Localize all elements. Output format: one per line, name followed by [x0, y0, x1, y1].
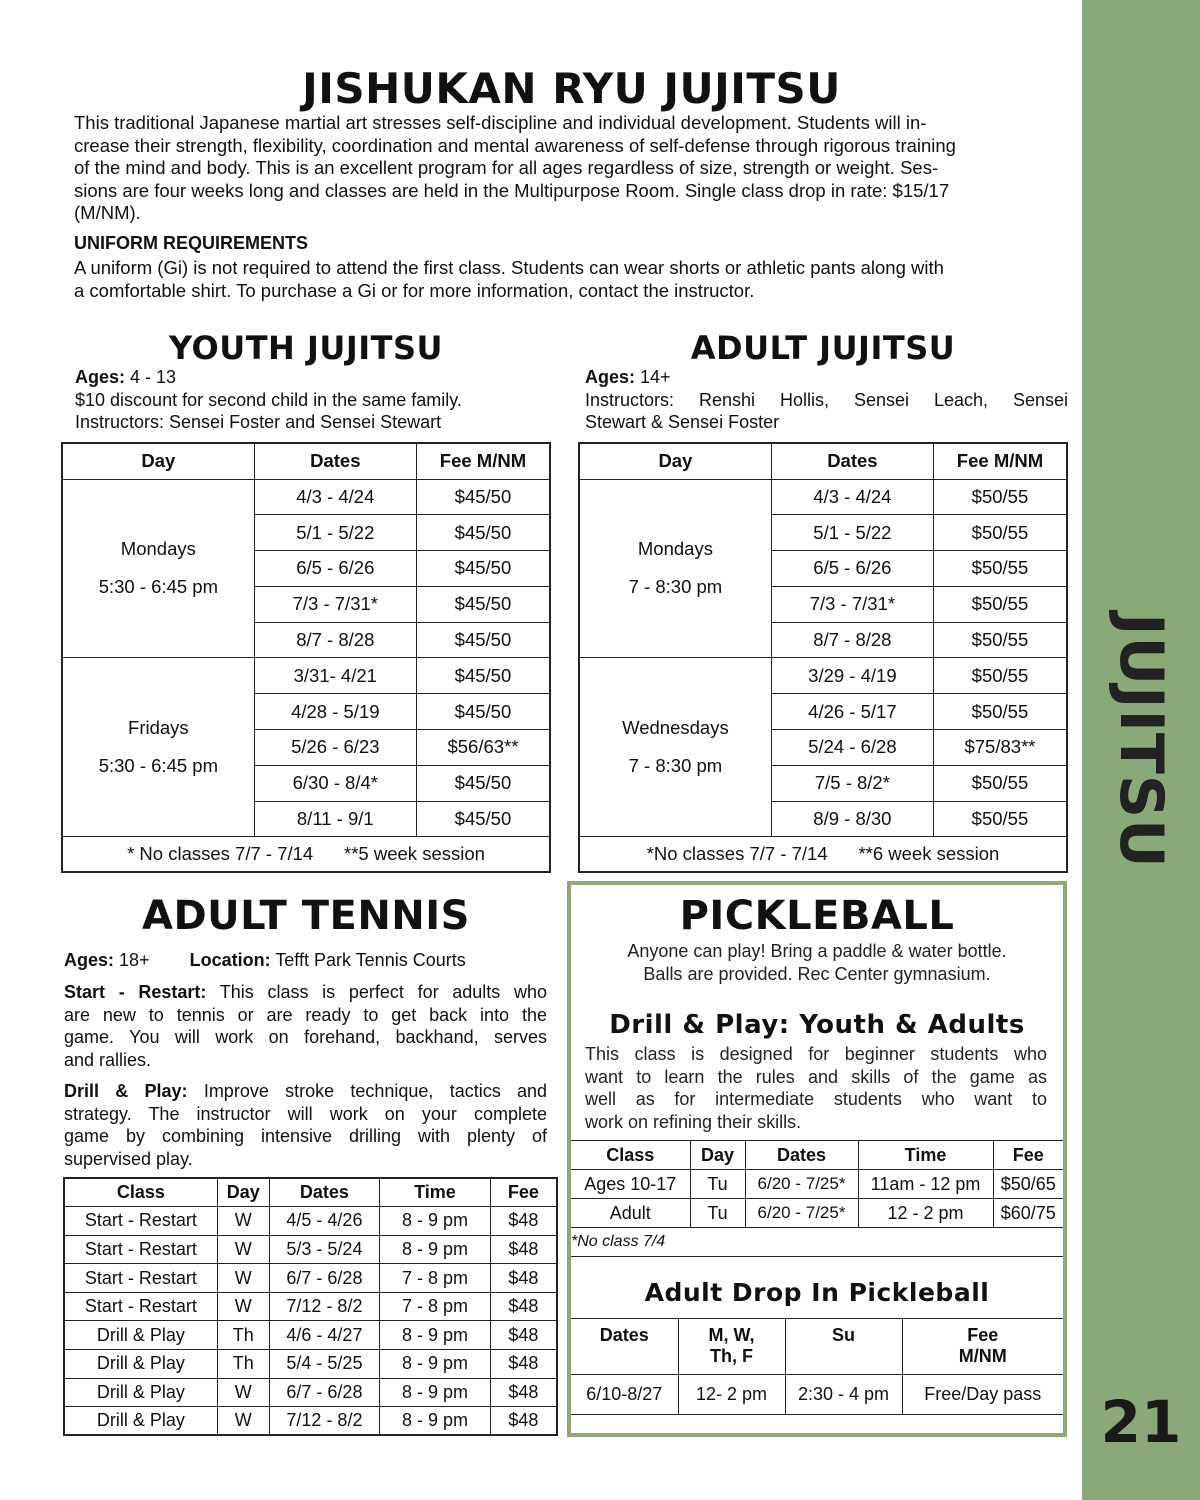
day-cell: Mondays 7 - 8:30 pm [579, 479, 771, 658]
table-header: Dates [571, 1319, 678, 1375]
fee-cell: $45/50 [416, 479, 550, 515]
drill-play-title: Drill & Play: Youth & Adults [609, 1010, 1025, 1040]
table-row: Ages 10-17 Tu 6/20 - 7/25* 11am - 12 pm $50/65 [571, 1170, 1063, 1199]
pickleball-intro [567, 940, 1067, 985]
ages-label: Ages: [64, 950, 115, 970]
dates-cell: 6/30 - 8/4* [254, 765, 416, 801]
fee-cell: $50/55 [933, 765, 1067, 801]
table-note: *No class 7/4 [571, 1228, 1063, 1257]
desc-line: This class is perfect for adults who [219, 982, 548, 1002]
uniform-heading: UNIFORM REQUIREMENTS [74, 233, 308, 253]
desc-line: work on refining their skills. [585, 1111, 802, 1132]
dates-cell: 8/11 - 9/1 [254, 801, 416, 837]
intro-line: (M/NM). [74, 202, 141, 223]
table-header: Fee [490, 1178, 557, 1207]
fee-cell: $45/50 [416, 515, 550, 551]
table-header: Time [858, 1141, 993, 1170]
table-row: Adult Tu 6/20 - 7/25* 12 - 2 pm $60/75 [571, 1199, 1063, 1228]
dates-cell: 4/28 - 5/19 [254, 694, 416, 730]
dropin-title: Adult Drop In Pickleball [644, 1278, 990, 1307]
table-row: Start - Restart W 6/7 - 6/28 7 - 8 pm $48 [64, 1264, 557, 1293]
dates-cell: 7/5 - 8/2* [771, 765, 933, 801]
table-header: Time [380, 1178, 491, 1207]
fee-cell: $50/55 [933, 694, 1067, 730]
dates-cell: 5/1 - 5/22 [771, 515, 933, 551]
fee-cell: $50/55 [933, 586, 1067, 622]
ages-value: 18+ [119, 950, 150, 970]
fee-cell: $50/55 [933, 658, 1067, 694]
fee-cell: $56/63** [416, 730, 550, 766]
dates-cell: 6/5 - 6/26 [254, 551, 416, 587]
dates-cell: 3/31- 4/21 [254, 658, 416, 694]
location-value: Tefft Park Tennis Courts [275, 950, 466, 970]
ages-value: 4 - 13 [130, 367, 177, 387]
fee-cell: $45/50 [416, 765, 550, 801]
adult-info [585, 366, 1068, 434]
fee-cell: $45/50 [416, 551, 550, 587]
tennis-schedule-table [63, 1177, 558, 1436]
table-header: Day [690, 1141, 745, 1170]
dates-cell: 8/7 - 8/28 [771, 622, 933, 658]
desc-line: and rallies. [64, 1049, 152, 1070]
dates-cell: 4/3 - 4/24 [254, 479, 416, 515]
intro-description [74, 112, 1068, 225]
instructors-text: Instructors: Renshi Hollis, Sensei Leach, Sensei [585, 389, 1068, 410]
start-restart-description [64, 981, 547, 1071]
intro-line: Balls are provided. Rec Center gymnasium. [643, 963, 991, 984]
intro-line: This traditional Japanese martial art stresses self-discipline and individual development. Students will in- [74, 112, 927, 133]
dates-cell: 7/3 - 7/31* [771, 586, 933, 622]
desc-line: want to learn the rules and skills of the game as [585, 1066, 1047, 1087]
instructors-text: Stewart & Sensei Foster [585, 412, 780, 432]
section-tab [1082, 596, 1200, 886]
instructors-text: Instructors: Sensei Foster and Sensei Stewart [75, 412, 442, 432]
table-header: M, W, Th, F [678, 1319, 785, 1375]
table-header: Day [579, 443, 771, 479]
table-header: Dates [771, 443, 933, 479]
table-footnote: * No classes 7/7 - 7/14 **5 week session [62, 837, 550, 872]
desc-line: game. You will work on forehand, backhand, serves [64, 1027, 547, 1047]
dates-cell: 6/5 - 6/26 [771, 551, 933, 587]
table-header: Fee M/NM [902, 1319, 1063, 1375]
fee-cell: $45/50 [416, 622, 550, 658]
day-cell: Mondays 5:30 - 6:45 pm [62, 479, 254, 658]
fee-cell: $45/50 [416, 694, 550, 730]
table-row: Drill & Play Th 5/4 - 5/25 8 - 9 pm $48 [64, 1350, 557, 1379]
dates-cell: 8/7 - 8/28 [254, 622, 416, 658]
table-header: Class [64, 1178, 217, 1207]
table-header: Fee M/NM [416, 443, 550, 479]
desc-line: Improve stroke technique, tactics and [203, 1081, 547, 1101]
fee-cell: $45/50 [416, 658, 550, 694]
intro-line: sions are four weeks long and classes are held in the Multipurpose Room. Single class drop in rate: $15/17 [74, 179, 950, 201]
location-label: Location: [189, 950, 271, 970]
start-restart-label: Start - Restart: [64, 982, 207, 1002]
table-header: Su [785, 1319, 902, 1375]
drill-play-label: Drill & Play: [64, 1081, 188, 1101]
uniform-text [74, 257, 1068, 302]
dates-cell: 4/3 - 4/24 [771, 479, 933, 515]
desc-line: well as for intermediate students who want to [585, 1089, 1047, 1109]
dates-cell: 7/3 - 7/31* [254, 586, 416, 622]
dates-cell: 8/9 - 8/30 [771, 801, 933, 837]
dates-cell: 5/26 - 6/23 [254, 730, 416, 766]
youth-jujitsu-title: YOUTH JUJITSU [168, 329, 444, 367]
dropin-table [571, 1318, 1063, 1415]
table-header: Fee [993, 1141, 1063, 1170]
intro-line: crease their strength, flexibility, coordination and mental awareness of self-defense through rigorous training [74, 134, 956, 156]
youth-schedule-table [61, 442, 551, 873]
intro-line: Anyone can play! Bring a paddle & water bottle. [627, 941, 1007, 961]
table-header: Dates [254, 443, 416, 479]
fee-cell: $50/55 [933, 801, 1067, 837]
adult-tennis-title: ADULT TENNIS [142, 893, 470, 939]
intro-line: of the mind and body. This is an excellent program for all ages regardless of size, strength or weight. Ses- [74, 157, 939, 178]
fee-cell: $45/50 [416, 586, 550, 622]
table-row: Start - Restart W 4/5 - 4/26 8 - 9 pm $48 [64, 1207, 557, 1236]
fee-cell: $75/83** [933, 730, 1067, 766]
ages-label: Ages: [585, 367, 636, 387]
pickleball-drill-description [585, 1043, 1047, 1133]
page-number: 21 [1100, 1388, 1182, 1456]
ages-value: 14+ [640, 367, 671, 387]
fee-cell: $50/55 [933, 551, 1067, 587]
day-cell: Fridays 5:30 - 6:45 pm [62, 658, 254, 837]
table-row: Start - Restart W 7/12 - 8/2 7 - 8 pm $48 [64, 1292, 557, 1321]
fee-cell: $45/50 [416, 801, 550, 837]
dates-cell: 5/1 - 5/22 [254, 515, 416, 551]
discount-text: $10 discount for second child in the same family. [75, 389, 462, 410]
table-header: Class [571, 1141, 690, 1170]
table-row: Drill & Play Th 4/6 - 4/27 8 - 9 pm $48 [64, 1321, 557, 1350]
table-header: Day [62, 443, 254, 479]
tennis-info [64, 949, 548, 972]
uniform-line: A uniform (Gi) is not required to attend the first class. Students can wear shorts or athletic pants along with [74, 257, 944, 278]
desc-line: supervised play. [64, 1148, 193, 1169]
day-cell: Wednesdays 7 - 8:30 pm [579, 658, 771, 837]
dates-cell: 4/26 - 5/17 [771, 694, 933, 730]
table-row: 6/10-8/27 12- 2 pm 2:30 - 4 pm Free/Day pass [571, 1375, 1063, 1415]
adult-jujitsu-title: ADULT JUJITSU [690, 329, 956, 367]
uniform-line: a comfortable shirt. To purchase a Gi or for more information, contact the instructor. [74, 279, 755, 301]
adult-schedule-table [578, 442, 1068, 873]
desc-line: This class is designed for beginner students who [585, 1044, 1047, 1064]
fee-cell: $50/55 [933, 515, 1067, 551]
desc-line: are new to tennis or are ready to get back into the [64, 1004, 547, 1025]
section-tab-label: JUJITSU [1106, 613, 1176, 869]
dates-cell: 5/24 - 6/28 [771, 730, 933, 766]
fee-cell: $50/55 [933, 479, 1067, 515]
table-row: Drill & Play W 6/7 - 6/28 8 - 9 pm $48 [64, 1378, 557, 1407]
dates-cell: 3/29 - 4/19 [771, 658, 933, 694]
pickleball-schedule-table [571, 1140, 1063, 1257]
page-title: JISHUKAN RYU JUJITSU [302, 64, 841, 113]
table-header: Fee M/NM [933, 443, 1067, 479]
table-footnote: *No classes 7/7 - 7/14 **6 week session [579, 837, 1067, 872]
drill-play-description [64, 1080, 547, 1170]
pickleball-title: PICKLEBALL [679, 893, 955, 939]
fee-cell: $50/55 [933, 622, 1067, 658]
table-header: Day [217, 1178, 269, 1207]
desc-line: game by combining intensive drilling with plenty of [64, 1126, 547, 1146]
desc-line: strategy. The instructor will work on your complete [64, 1103, 547, 1124]
table-header: Dates [745, 1141, 858, 1170]
youth-info [75, 366, 550, 434]
table-row: Drill & Play W 7/12 - 8/2 8 - 9 pm $48 [64, 1407, 557, 1436]
table-row: Start - Restart W 5/3 - 5/24 8 - 9 pm $48 [64, 1235, 557, 1264]
table-header: Dates [269, 1178, 380, 1207]
ages-label: Ages: [75, 367, 126, 387]
